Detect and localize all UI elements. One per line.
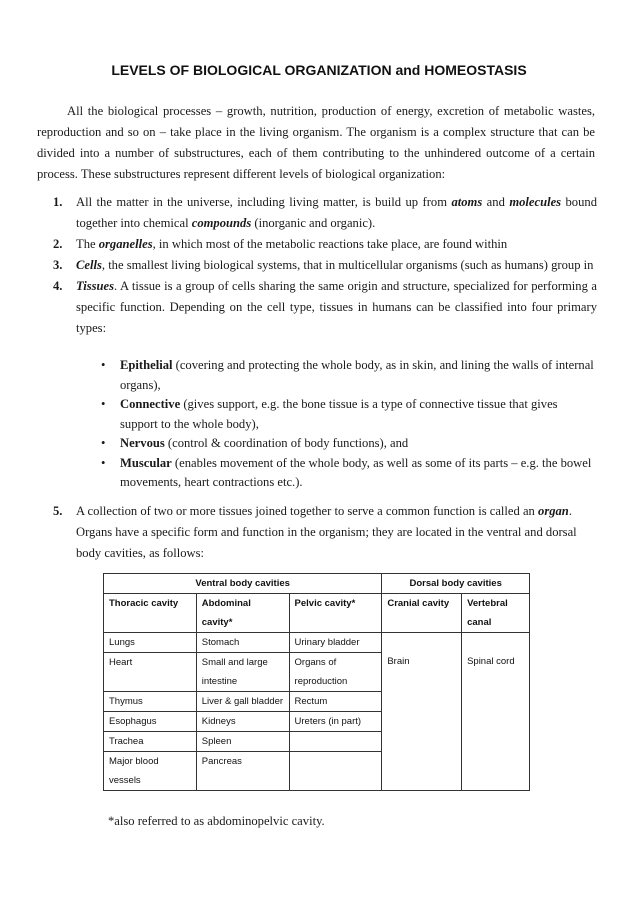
table-cell: Liver & gall bladder (196, 692, 289, 712)
column-header: Pelvic cavity* (289, 594, 382, 633)
tissue-types-list (93, 356, 595, 493)
table-cell: Kidneys (196, 712, 289, 732)
list-item-5 (37, 501, 597, 564)
bullet-dot-icon: • (101, 358, 106, 372)
bullet-text: (control & coordination of body functions), and (164, 436, 409, 450)
table-cell: Thymus (104, 692, 197, 712)
list-item-4 (37, 276, 597, 339)
item-text: (inorganic and organic). (251, 216, 376, 230)
item-text: The (76, 237, 99, 251)
page-title: LEVELS OF BIOLOGICAL ORGANIZATION and HOMEOSTASIS (111, 62, 527, 78)
intro-paragraph: All the biological processes – growth, nutrition, production of energy, excretion of metabolic wastes, reproduction and so on – take place in the living organism. The organism is a complex structure that can be divided into a number of substructures, each of them contributing to the unhindered outcome of a certain process. These substructures represent different levels of biological organization: (37, 104, 595, 181)
item-text: and (482, 195, 510, 209)
bullet-term: Connective (120, 397, 181, 411)
ventral-cavities-header: Ventral body cavities (104, 574, 382, 594)
table-cell: Rectum (289, 692, 382, 712)
table-group-header-row (104, 574, 530, 594)
item-text: . A tissue is a group of cells sharing the same origin and structure, specialized for performing a specific function. Depending on the cell type, tissues in humans can be classified into four primary types: (76, 279, 597, 335)
item-number: 1. (53, 195, 63, 209)
bullet-text: (gives support, e.g. the bone tissue is a type of connective tissue that gives support to the whole body), (120, 397, 558, 431)
item-number: 5. (53, 504, 63, 518)
bullet-nervous (93, 434, 595, 454)
table-cell: Urinary bladder (289, 633, 382, 653)
column-header: Abdominal cavity* (196, 594, 289, 633)
bullet-dot-icon: • (101, 455, 106, 470)
bullet-text: (enables movement of the whole body, as well as some of its parts – e.g. the bowel movements, heart contractions etc.). (120, 455, 592, 489)
column-header: Vertebral canal (462, 594, 530, 633)
item-text: All the matter in the universe, including living matter, is build up from (76, 195, 452, 209)
table-cell: Pancreas (196, 752, 289, 791)
keyword-cells: Cells (76, 258, 102, 272)
table-cell: Stomach (196, 633, 289, 653)
item-text: , in which most of the metabolic reactions take place, are found within (152, 237, 508, 251)
keyword-atoms: atoms (451, 195, 483, 209)
keyword-organelles: organelles (98, 237, 153, 251)
table-cell: Lungs (104, 633, 197, 653)
item-text: , the smallest living biological systems, that in multicellular organisms (such as humans) group in (101, 258, 594, 272)
organ-list (37, 501, 597, 564)
footnote: *also referred to as abdominopelvic cavity. (108, 814, 325, 828)
table-cell: Spleen (196, 732, 289, 752)
table-row (104, 633, 530, 653)
item-number: 2. (53, 237, 63, 251)
table-cell (289, 752, 382, 791)
item-number: 3. (53, 258, 63, 272)
keyword-tissues: Tissues (76, 279, 115, 293)
item-text: A collection of two or more tissues joined together to serve a common function is called an (76, 504, 539, 518)
list-item-1 (37, 192, 597, 234)
list-item-2 (37, 234, 597, 255)
table-cell (289, 732, 382, 752)
table-cell-brain: Brain (382, 633, 462, 791)
column-header: Thoracic cavity (104, 594, 197, 633)
table-cell: Esophagus (104, 712, 197, 732)
column-header: Cranial cavity (382, 594, 462, 633)
table-cell: Organs of reproduction (289, 653, 382, 692)
table-cell: Trachea (104, 732, 197, 752)
keyword-organ: organ (538, 504, 569, 518)
bullet-term: Muscular (120, 455, 172, 470)
table-cell: Heart (104, 653, 197, 692)
item-number: 4. (53, 279, 63, 293)
keyword-molecules: molecules (509, 195, 562, 209)
levels-list (37, 192, 597, 339)
dorsal-cavities-header: Dorsal body cavities (382, 574, 530, 594)
table-cell: Ureters (in part) (289, 712, 382, 732)
body-cavities-table (103, 573, 530, 791)
table-cell-spinal-cord: Spinal cord (462, 633, 530, 791)
table-column-header-row (104, 594, 530, 633)
item-text: . Organs have a specific form and function in the organism; they are located in the ventral and dorsal body cavities, as follows: (76, 504, 577, 560)
bullet-muscular (93, 454, 595, 493)
table-cell: Small and large intestine (196, 653, 289, 692)
bullet-text: (covering and protecting the whole body, as in skin, and lining the walls of internal organs), (120, 358, 594, 392)
keyword-compounds: compounds (191, 216, 252, 230)
bullet-term: Epithelial (120, 358, 173, 372)
table-cell: Major blood vessels (104, 752, 197, 791)
bullet-dot-icon: • (101, 436, 106, 450)
bullet-term: Nervous (120, 436, 165, 450)
item-text: bound together into chemical (76, 195, 597, 230)
bullet-dot-icon: • (101, 397, 106, 411)
list-item-3 (37, 255, 597, 276)
bullet-connective (93, 395, 595, 434)
bullet-epithelial (93, 356, 595, 395)
